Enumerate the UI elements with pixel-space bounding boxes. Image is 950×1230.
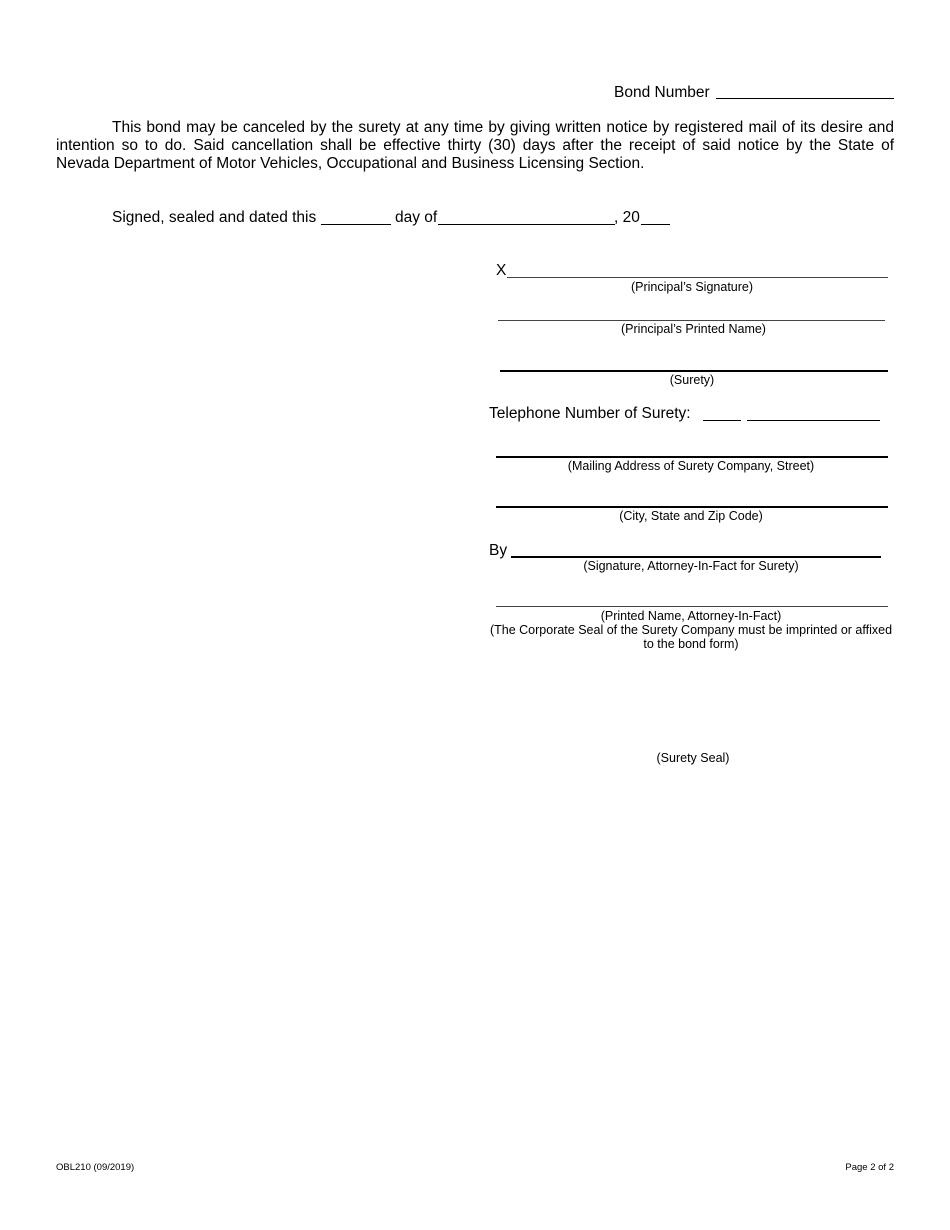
signed-line-year-prefix: , 20: [614, 209, 640, 226]
seal-note-line2: to the bond form): [643, 637, 739, 651]
page-number: Page 2 of 2: [845, 1162, 894, 1173]
mailing-address-caption: (Mailing Address of Surety Company, Street): [567, 459, 815, 473]
surety-seal-caption: (Surety Seal): [656, 751, 730, 765]
signed-line-prefix: Signed, sealed and dated this: [112, 209, 317, 226]
surety-field[interactable]: [500, 370, 888, 372]
x-mark: X: [496, 262, 507, 279]
principal-signature-field[interactable]: [507, 277, 888, 278]
day-field[interactable]: [321, 224, 391, 225]
telephone-number-field[interactable]: [747, 420, 880, 421]
attorney-signature-caption: (Signature, Attorney-In-Fact for Surety): [583, 559, 799, 573]
bond-number-label: Bond Number: [614, 84, 710, 101]
attorney-printed-name-caption: (Printed Name, Attorney-In-Fact): [600, 609, 782, 623]
cancellation-paragraph: This bond may be canceled by the surety at any time by giving written notice by registered mail of its desire and intention so to do. Said cancellation shall be effective thirty (30) days after the receipt of said notice by the State of Nevada Department of Motor Vehicles, Occupational and Business Licensing Section.: [56, 119, 894, 172]
mailing-address-field[interactable]: [496, 456, 888, 458]
month-field[interactable]: [438, 224, 615, 225]
form-id: OBL210 (09/2019): [56, 1162, 135, 1173]
city-state-zip-field[interactable]: [496, 506, 888, 508]
principal-printed-name-field[interactable]: [498, 320, 885, 321]
year-field[interactable]: [641, 224, 670, 225]
signed-line-day-of: day of: [395, 209, 438, 226]
telephone-area-code-field[interactable]: [703, 420, 741, 421]
seal-note-line1: (The Corporate Seal of the Surety Company must be imprinted or affixed: [489, 623, 893, 637]
principal-printed-name-caption: (Principal’s Printed Name): [621, 322, 766, 336]
surety-caption: (Surety): [669, 373, 715, 387]
city-state-zip-caption: (City, State and Zip Code): [619, 509, 763, 523]
bond-number-field[interactable]: [716, 98, 894, 99]
telephone-label: Telephone Number of Surety:: [489, 405, 691, 422]
attorney-printed-name-field[interactable]: [496, 606, 888, 607]
attorney-signature-field[interactable]: [511, 556, 881, 558]
by-label: By: [489, 542, 508, 559]
principal-signature-caption: (Principal’s Signature): [630, 280, 754, 294]
